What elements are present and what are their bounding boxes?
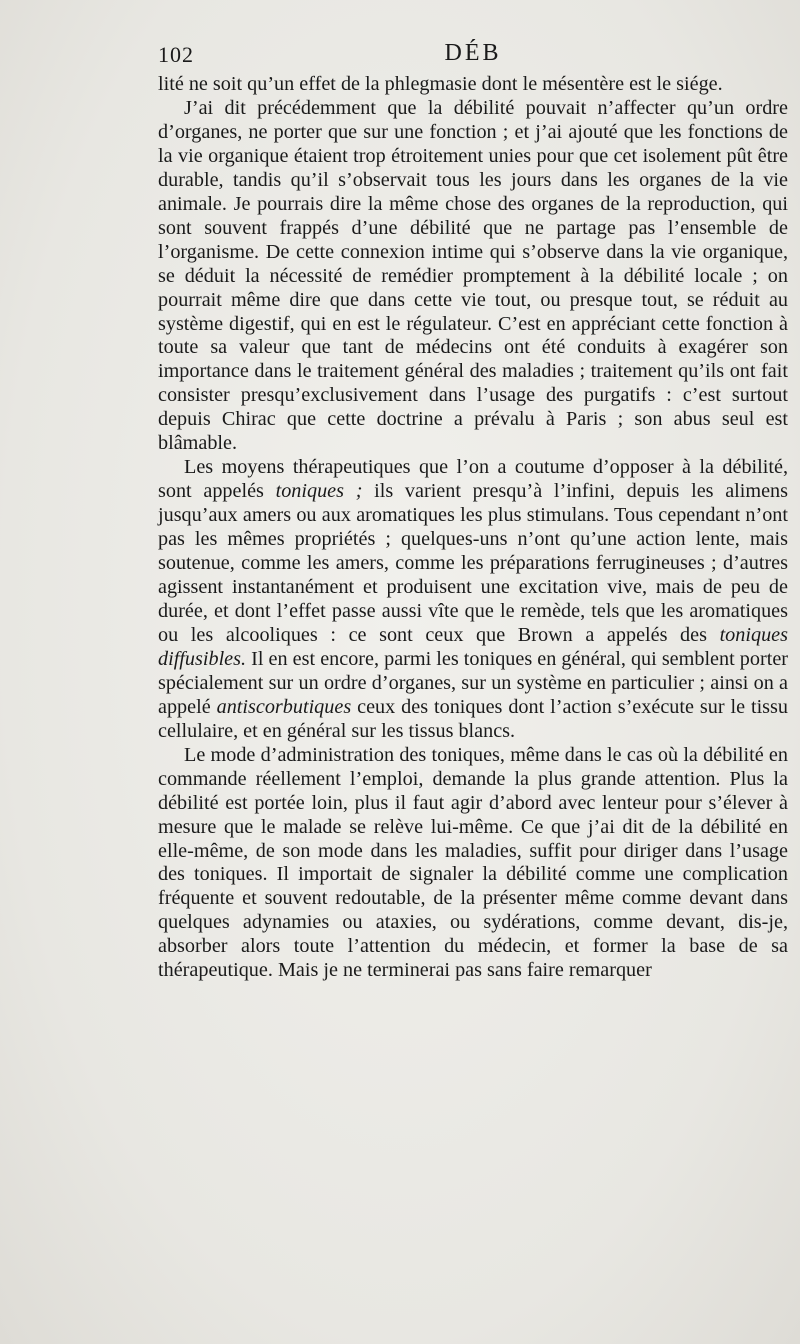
paragraph-continuation: lité ne soit qu’un effet de la phlegmasie dont le mésentère est le siége. (158, 73, 723, 95)
text-run: Il en est encore, parmi les toniques en général, qui semblent porter spécialement sur un ordre d’organes, sur un système en particulier ; ainsi on a appelé (158, 647, 788, 718)
page-header (158, 38, 788, 72)
text-run: ceux des toniques dont l’action s’exécute sur le tissu cellulaire, et en général sur les tissus blancs. (158, 695, 788, 742)
italic-term-toniques-diffusibles: toniques diffusibles. (158, 623, 788, 670)
text-run: Les moyens thérapeutiques que l’on a coutume d’opposer à la débilité, sont appelés (158, 456, 788, 503)
running-head: DÉB (444, 40, 502, 66)
text-run: ils varient presqu’à l’infini, depuis les alimens jusqu’aux amers ou aux aromatiques les plus stimulans. Tous cependant n’ont pas les mêmes propriétés ; quelques-uns n’ont qu’une action lente, mais soutenue, comme les amers, comme les préparations ferrugineuses ; d’autres agissent instantanément et produisent une excitation vive, mais de peu de durée, et dont l’effet passe aussi vîte que le remède, tels que les aromatiques ou les alcooliques : ce sont ceux que Brown a appelés des (158, 480, 788, 646)
paragraph-mode-administration: Le mode d’administration des toniques, même dans le cas où la débilité en commande réellement l’emploi, demande la plus grande attention. Plus la débilité est portée loin, plus il faut agir d’abord avec lenteur pour s’élever à mesure que le malade se relève lui-même. Ce que j’ai dit de la débilité en elle-même, de son mode dans les maladies, suffit pour diriger dans l’usage des toniques. Il importait de signaler la débilité comme une complication fréquente et souvent redoutable, de la présenter même comme devant dans quelques adynamies ou ataxies, ou sydérations, comme devant, dis-je, absorber alors toute l’attention du médecin, et former la base de sa thérapeutique. Mais je ne terminerai pas sans faire remarquer (158, 743, 788, 982)
paragraph-moyens-therapeutiques (158, 456, 788, 743)
paragraph-debilite-locale: J’ai dit précédemment que la débilité pouvait n’affecter qu’un ordre d’organes, ne porter que sur une fonction ; et j’ai ajouté que les fonctions de la vie organique étaient trop étroitement unies pour que cet isolement pût être durable, tandis qu’il s’observait tous les jours dans les organes de la vie animale. Je pourrais dire la même chose des organes de la reproduction, qui sont souvent frappés d’une débilité que ne partage pas l’ensemble de l’organisme. De cette connexion intime qui s’observe dans la vie organique, se déduit la nécessité de remédier promptement à la débilité locale ; on pourrait même dire que dans cette vie tout, ou presque tout, se réduit au système digestif, qui en est le régulateur. C’est en appréciant cette fonction à toute sa valeur que tant de médecins ont été conduits à exagérer son importance dans le traitement général des maladies ; traitement qu’ils ont fait consister presqu’exclusivement dans l’usage des purgatifs : c’est surtout depuis Chirac que cette doctrine a prévalu à Paris ; son abus seul est blâmable. (158, 96, 788, 455)
italic-term-toniques: toniques ; (275, 480, 363, 503)
italic-term-antiscorbutiques: antiscorbutiques (216, 695, 352, 718)
body-text (158, 73, 788, 983)
page-number: 102 (158, 42, 194, 67)
